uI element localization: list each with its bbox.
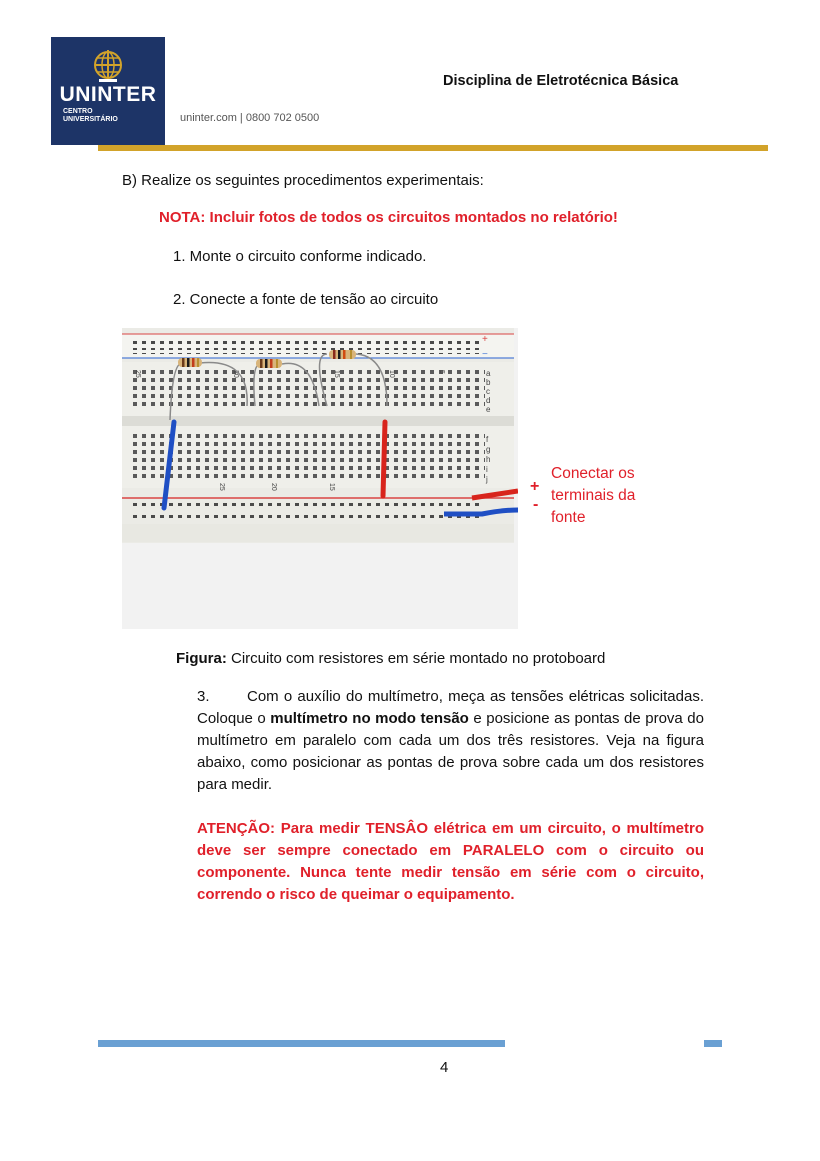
logo-subtitle-line1: CENTRO — [63, 108, 93, 115]
column-number: 5 — [438, 370, 445, 374]
row-letter: b — [486, 378, 491, 387]
contact-info: uninter.com | 0800 702 0500 — [180, 112, 320, 124]
row-letter: d — [486, 396, 491, 405]
row-letter: i — [486, 465, 488, 474]
globe-logo-icon — [71, 45, 145, 85]
resistor-2 — [256, 359, 282, 368]
step-3-text: Com o auxílio do multímetro, meça as tensões elétricas solicitadas. Coloque o — [197, 688, 704, 727]
logo — [51, 37, 165, 145]
step-3-emphasis: multímetro no modo tensão — [270, 710, 469, 727]
rail-plus-label: + — [482, 334, 488, 345]
logo-name: UNINTER — [59, 83, 157, 106]
resistor-1 — [178, 358, 202, 367]
callout-line: terminais da — [551, 487, 636, 504]
step-2: 2. Conecte a fonte de tensão ao circuito — [173, 291, 439, 308]
section-b-heading: B) Realize os seguintes procedimentos experimentais: — [122, 172, 484, 189]
figure-caption-text: Circuito com resistores em série montado no protoboard — [226, 650, 606, 667]
footer-divider-small — [704, 1040, 722, 1047]
footer-divider — [98, 1040, 505, 1047]
row-letter: a — [486, 369, 491, 378]
callout-line: Conectar os — [551, 465, 635, 482]
column-number: 25 — [134, 370, 141, 378]
step-1: 1. Monte o circuito conforme indicado. — [173, 248, 427, 265]
resistor-3 — [329, 350, 356, 359]
column-number: 20 — [232, 370, 239, 378]
row-letter: c — [486, 387, 490, 396]
row-letter: h — [486, 455, 491, 464]
column-number: 10 — [388, 370, 395, 378]
callout-line: fonte — [551, 509, 586, 526]
atencao-warning: ATENÇÃO: Para medir TENSÂO elétrica em um circuito, o multímetro deve ser sempre conectado em PARALELO com o circuito ou componente. Nunca tente medir tensão em série com o circuito, correndo o risco de queimar o equipamento. — [197, 820, 704, 903]
column-number: 15 — [328, 483, 335, 491]
page-header-title: Disciplina de Eletrotécnica Básica — [443, 73, 679, 89]
row-letter: e — [486, 405, 491, 414]
step-3 — [197, 686, 704, 796]
logo-subtitle — [63, 108, 118, 124]
row-letter: g — [486, 445, 491, 454]
header-divider — [98, 145, 768, 151]
row-letter: j — [486, 475, 488, 484]
row-letter: f — [486, 435, 489, 444]
step-3-number: 3. — [197, 688, 210, 705]
jumper-wire-red — [383, 422, 385, 496]
column-number: 15 — [333, 370, 340, 378]
callout-plus-sign: + — [530, 478, 540, 495]
callout-text — [551, 463, 635, 529]
logo-subtitle-line2: UNIVERSITÁRIO — [63, 116, 118, 123]
step-3-text-cont: e posicione as pontas de prova do multímetro em paralelo com cada um dos três resistores. Veja na figura abaixo, como posicionar as pontas de prova sobre cada um dos resistores para medir. — [197, 710, 704, 793]
nota-warning: NOTA: Incluir fotos de todos os circuitos montados no relatório! — [159, 209, 618, 226]
column-number: 20 — [270, 483, 277, 491]
rail-minus-label: − — [482, 349, 488, 360]
figure-label: Figura: — [176, 650, 227, 667]
figure-caption — [176, 650, 605, 667]
column-number: 25 — [218, 483, 225, 491]
callout-minus-sign: - — [533, 496, 539, 513]
page-number: 4 — [440, 1059, 449, 1076]
breadboard-photo — [122, 328, 518, 629]
